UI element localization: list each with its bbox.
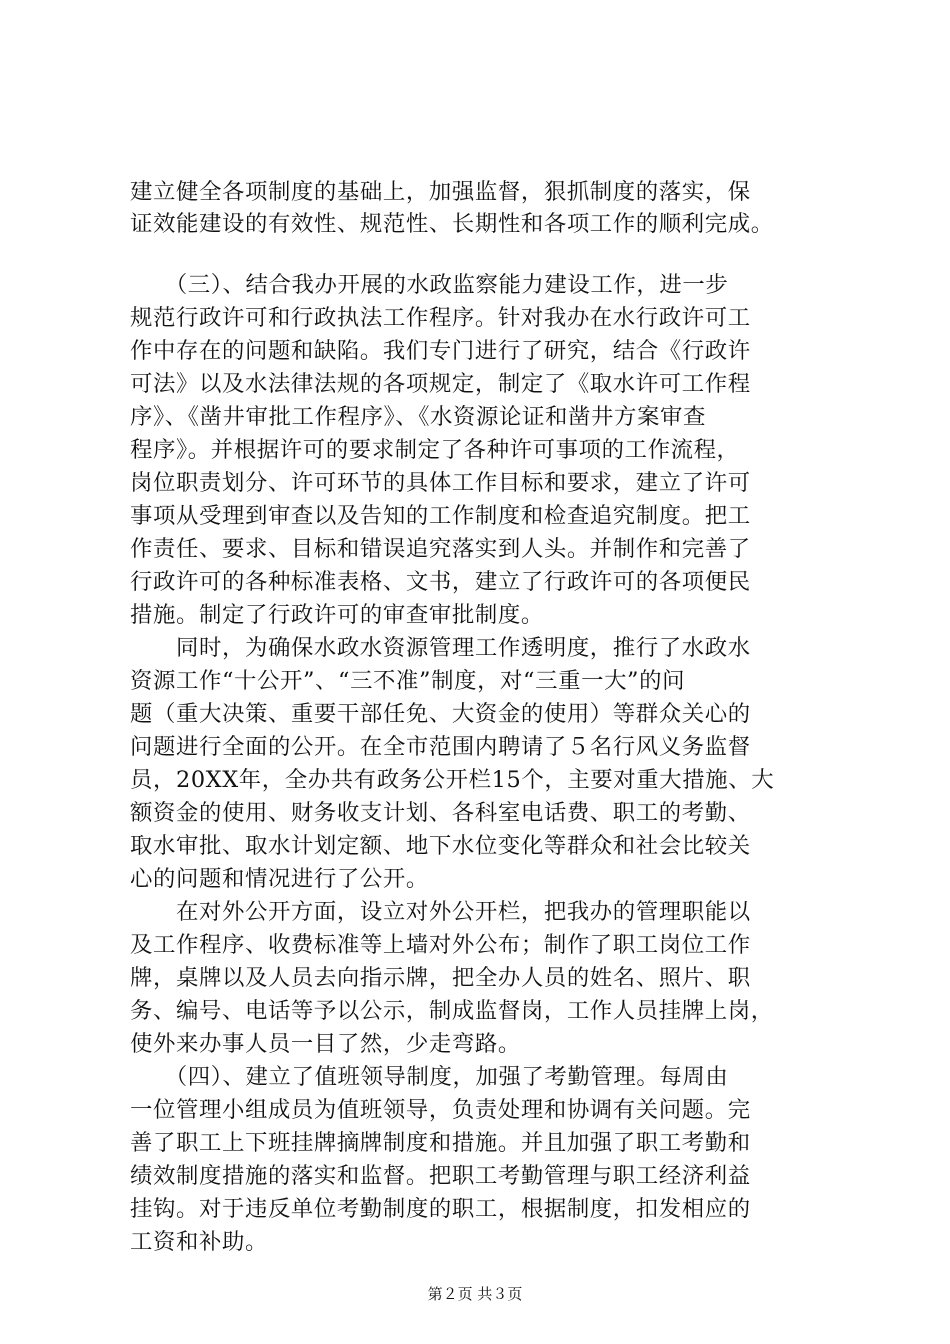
text-line: 取水审批、取水计划定额、地下水位变化等群众和社会比较关 xyxy=(130,833,751,859)
text-line: 可法》以及水法律法规的各项规定，制定了《取水许可工作程 xyxy=(130,371,751,397)
text-line: 牌，桌牌以及人员去向指示牌，把全办人员的姓名、照片、职 xyxy=(130,965,751,991)
page-footer: 第２页 共３页 xyxy=(427,1285,523,1303)
text-line: 额资金的使用、财务收支计划、各科室电话费、职工的考勤、 xyxy=(130,800,751,826)
text-line: 一位管理小组成员为值班领导，负责处理和协调有关问题。完 xyxy=(130,1097,751,1123)
text-line: （四）、建立了值班领导制度，加强了考勤管理。每周由 xyxy=(130,1064,729,1090)
text-line: 及工作程序、收费标准等上墙对外公布；制作了职工岗位工作 xyxy=(130,932,751,958)
text-line: 事项从受理到审查以及告知的工作制度和检查追究制度。把工 xyxy=(130,503,751,529)
text-line: 程序》。并根据许可的要求制定了各种许可事项的工作流程， xyxy=(130,437,740,463)
text-line: 行政许可的各种标准表格、文书，建立了行政许可的各项便民 xyxy=(130,569,751,595)
text-line: 工资和补助。 xyxy=(130,1229,268,1255)
text-line: 员，20XX年，全办共有政务公开栏15个，主要对重大措施、大 xyxy=(130,767,775,793)
text-line: 问题进行全面的公开。在全市范围内聘请了５名行风义务监督 xyxy=(130,734,751,760)
text-line: （三）、结合我办开展的水政监察能力建设工作，进一步 xyxy=(130,272,729,298)
text-line: 岗位职责划分、许可环节的具体工作目标和要求，建立了许可 xyxy=(130,470,751,496)
text-line: 挂钩。对于违反单位考勤制度的职工，根据制度，扣发相应的 xyxy=(130,1196,751,1222)
text-line: 善了职工上下班挂牌摘牌制度和措施。并且加强了职工考勤和 xyxy=(130,1130,751,1156)
text-line: 作责任、要求、目标和错误追究落实到人头。并制作和完善了 xyxy=(130,536,751,562)
text-line: 作中存在的问题和缺陷。我们专门进行了研究，结合《行政许 xyxy=(130,338,751,364)
text-line: 同时，为确保水政水资源管理工作透明度，推行了水政水 xyxy=(130,635,751,661)
text-line: 绩效制度措施的落实和监督。把职工考勤管理与职工经济利益 xyxy=(130,1163,751,1189)
text-line: 证效能建设的有效性、规范性、长期性和各项工作的顺利完成。 xyxy=(130,211,774,237)
text-line: 建立健全各项制度的基础上，加强监督，狠抓制度的落实，保 xyxy=(130,179,751,205)
text-line: 使外来办事人员一目了然，少走弯路。 xyxy=(130,1031,521,1057)
text-line: 序》、《凿井审批工作程序》、《水资源论证和凿井方案审查 xyxy=(130,404,706,430)
text-line: 规范行政许可和行政执法工作程序。针对我办在水行政许可工 xyxy=(130,305,751,331)
text-line: 务、编号、电话等予以公示，制成监督岗，工作人员挂牌上岗， xyxy=(130,998,774,1024)
text-line: 资源工作“十公开”、“三不准”制度，对“三重一大”的问 xyxy=(130,668,686,694)
text-line: 心的问题和情况进行了公开。 xyxy=(130,866,429,892)
text-line: 题（重大决策、重要干部任免、大资金的使用）等群众关心的 xyxy=(130,701,751,727)
text-line: 措施。制定了行政许可的审查审批制度。 xyxy=(130,602,544,628)
text-line: 在对外公开方面，设立对外公开栏，把我办的管理职能以 xyxy=(130,899,751,925)
